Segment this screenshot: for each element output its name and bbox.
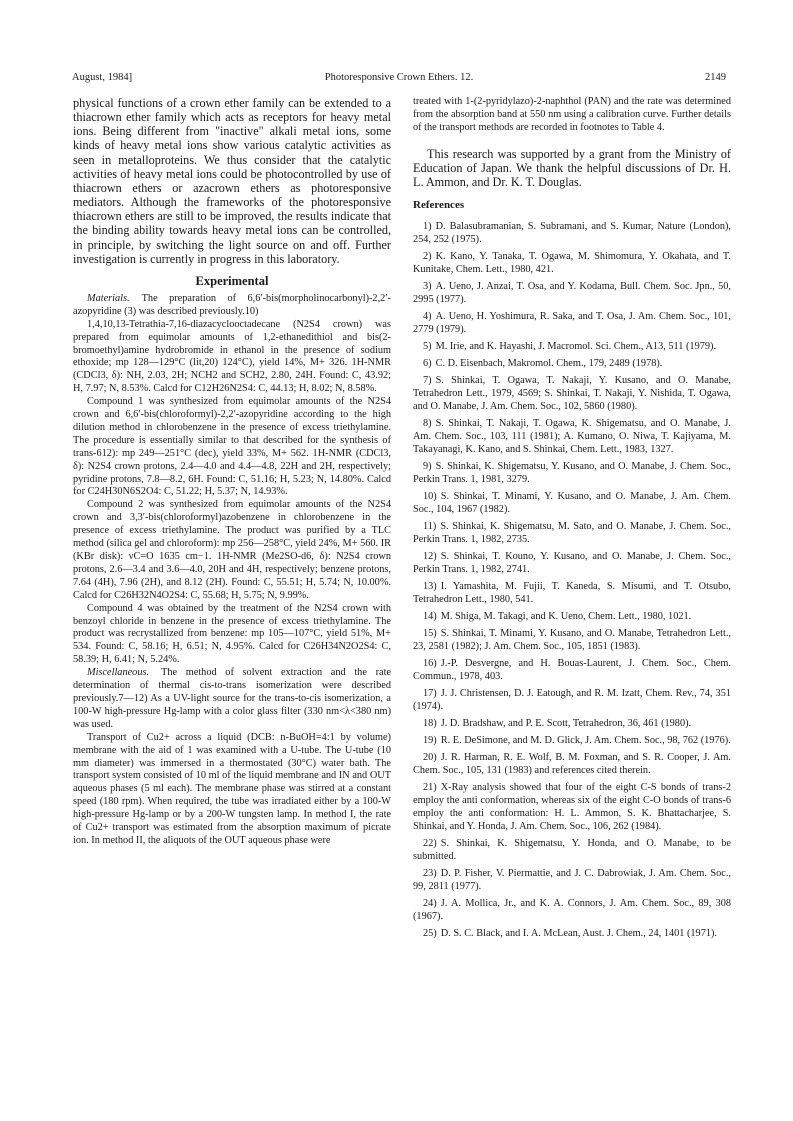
reference-text: C. D. Eisenbach, Makromol. Chem., 179, 2489 (1978). (435, 358, 663, 370)
reference-text: S. Shinkai, K. Shigematsu, Y. Honda, and O. Manabe, to be submitted. (413, 838, 731, 863)
reference-item (413, 491, 731, 517)
reference-number: 12) (423, 551, 437, 563)
reference-item (413, 551, 731, 577)
reference-item (413, 658, 731, 684)
reference-text: J. A. Mollica, Jr., and K. A. Connors, J. Am. Chem. Soc., 89, 308 (1967). (413, 898, 731, 923)
reference-number: 16) (423, 658, 437, 670)
reference-item (413, 375, 731, 414)
running-title: Photoresponsive Crown Ethers. 12. (324, 72, 474, 83)
reference-number: 17) (423, 688, 437, 700)
reference-number: 20) (423, 752, 437, 764)
reference-text: K. Kano, Y. Tanaka, T. Ogawa, M. Shimomura, Y. Okahata, and T. Kunitake, Chem. Lett., 1980, 421. (413, 251, 731, 276)
issue-date: August, 1984] (72, 72, 133, 83)
reference-number: 25) (423, 928, 437, 940)
reference-number: 11) (423, 521, 437, 533)
reference-item (413, 868, 731, 894)
reference-text: D. Balasubramanian, S. Subramani, and S. Kumar, Nature (London), 254, 252 (1975). (413, 221, 731, 246)
reference-item (413, 581, 731, 607)
reference-item (413, 461, 731, 487)
reference-text: R. E. DeSimone, and M. D. Glick, J. Am. Chem. Soc., 98, 762 (1976). (440, 735, 731, 747)
reference-text: S. Shinkai, T. Kouno, Y. Kusano, and O. Manabe, J. Chem. Soc., Perkin Trans. 1, 1982, 2741. (413, 551, 731, 576)
running-head (72, 71, 726, 85)
reference-text: A. Ueno, J. Anzai, T. Osa, and Y. Kodama, Bull. Chem. Soc. Jpn., 50, 2995 (1977). (413, 281, 731, 306)
reference-item (413, 782, 731, 834)
compound-2-paragraph: Compound 2 was synthesized from equimolar amounts of the N2S4 crown and 3,3′-bis(chloroformyl)azobenzene in chlorobenzene in the presence of excess triethylamine. The product was purified by a TLC method (silica gel and chloroform): mp 256—258°C, yield 24%, M+ 560. IR (KBr disk): νC=O 1635 cm−1. 1H-NMR (Me2SO-d6, δ): N2S4 crown protons, 2.6—3.4 and 3.6—4.0, 20H and 4H, respectively; benzene protons, 7.64 (4H), 7.96 (2H), and 8.12 (2H). Found: C, 55.51; H, 5.74; N, 10.00%. Calcd for C26H32N4O2S4: C, 55.68; H, 5.75; N, 9.99%. (73, 499, 391, 601)
reference-item (413, 418, 731, 457)
reference-number: 9) (423, 461, 432, 473)
materials-label: Materials. (87, 292, 130, 304)
reference-text: S. Shinkai, T. Ogawa, T. Nakaji, Y. Kusano, and O. Manabe, Tetrahedron Lett., 1979, 4569; S. Shinkai, T. Nakaji, Y. Nishida, T. Ogawa, and O. Manabe, J. Am. Chem. Soc., 102, 5860 (1980). (413, 375, 731, 413)
reference-text: J. R. Harman, R. E. Wolf, B. M. Foxman, and S. R. Cooper, J. Am. Chem. Soc., 105, 131 (1983) and references cited therein. (413, 752, 731, 777)
reference-number: 10) (423, 491, 437, 503)
reference-item (413, 735, 731, 748)
reference-number: 2) (423, 251, 432, 263)
reference-text: A. Ueno, H. Yoshimura, R. Saka, and T. Osa, J. Am. Chem. Soc., 101, 2779 (1979). (413, 311, 731, 336)
reference-number: 21) (423, 782, 437, 794)
reference-number: 1) (423, 221, 432, 233)
reference-text: S. Shinkai, T. Minami, Y. Kusano, and O. Manabe, Tetrahedron Lett., 23, 2581 (1982); J. Am. Chem. Soc., 105, 1851 (1983). (413, 628, 731, 653)
reference-item (413, 311, 731, 337)
reference-list (413, 221, 731, 941)
reference-text: S. Shinkai, K. Shigematsu, M. Sato, and O. Manabe, J. Chem. Soc., Perkin Trans. 1, 1982, 2735. (413, 521, 731, 546)
reference-item (413, 358, 731, 371)
reference-item (413, 718, 731, 731)
reference-text: J.-P. Desvergne, and H. Bouas-Laurent, J. Chem. Soc., Chem. Commun., 1978, 403. (413, 658, 731, 683)
right-column (413, 96, 731, 945)
reference-item (413, 221, 731, 247)
reference-number: 7) (423, 375, 432, 387)
materials-paragraph (73, 293, 391, 319)
acknowledgment-paragraph: This research was supported by a grant from the Ministry of Education of Japan. We thank the helpful discussions of Dr. H. L. Ammon, and Dr. K. T. Douglas. (413, 146, 731, 190)
reference-text: X-Ray analysis showed that four of the eight C-S bonds of trans-2 employ the anti conformation, whereas six of the eight C-O bonds of trans-6 employ the anti conformation: H. L. Ammon, S. K. Bhattacharjee, S. Shinkai, and Y. Honda, J. Am. Chem. Soc., 106, 262 (1984). (413, 782, 731, 833)
page-number: 2149 (705, 72, 726, 83)
reference-item (413, 898, 731, 924)
section-title-experimental: Experimental (195, 273, 269, 288)
miscellaneous-label: Miscellaneous. (87, 667, 150, 679)
reference-text: I. Yamashita, M. Fujii, T. Kaneda, S. Misumi, and T. Otsubo, Tetrahedron Lett., 1980, 541. (413, 581, 731, 606)
transport-paragraph: Transport of Cu2+ across a liquid (DCB: n-BuOH=4:1 by volume) membrane with the aid of 1 was examined with a U-tube. The U-tube (10 mm diameter) was immersed in a thermostated (30°C) water bath. The transport system consisted of 10 ml of the liquid membrane and IN and OUT aqueous phases (5 ml each). The membrane phase was stirred at a constant speed (180 rpm). When required, the tube was irradiated either by a 100-W high-pressure Hg-lamp or by a 200-W tungsten lamp. In method I, the rate of Cu2+ transport was estimated from the absorption maximum of picrate ion. In method II, the aliquots of the OUT aqueous phase were (73, 731, 391, 846)
reference-number: 14) (423, 611, 437, 623)
reference-number: 15) (423, 628, 437, 640)
compound-4-paragraph: Compound 4 was obtained by the treatment of the N2S4 crown with benzoyl chloride in benzene in the presence of excess triethylamine. The product was recrystallized from benzene: mp 105—107°C, yield 51%, M+ 534. Found: C, 58.16; H, 6.51; N, 4.95%. Calcd for C26H34N2O2S4: C, 58.39; H, 6.41; N, 5.24%. (73, 602, 391, 666)
reference-number: 3) (423, 281, 432, 293)
reference-item (413, 688, 731, 714)
reference-item (413, 251, 731, 277)
reference-item (413, 611, 731, 624)
reference-text: S. Shinkai, T. Minami, Y. Kusano, and O. Manabe, J. Am. Chem. Soc., 104, 1967 (1982). (413, 491, 731, 516)
reference-number: 13) (423, 581, 437, 593)
reference-item (413, 752, 731, 778)
reference-text: S. Shinkai, K. Shigematsu, Y. Kusano, and O. Manabe, J. Chem. Soc., Perkin Trans. 1, 1981, 3279. (413, 461, 731, 486)
n2s4-crown-paragraph: 1,4,10,13-Tetrathia-7,16-diazacyclooctadecane (N2S4 crown) was prepared from equimolar amounts of 1,2-ethanedithiol and bis(2-bromoethyl)amine hydrobromide in ethanol in the presence of sodium ethoxide; mp 128—129°C (lit,20) 124°C), yield 14%, M+ 326. 1H-NMR (CDCl3, δ): NH, 2.03, 2H; NCH2 and SCH2, 2.80, 24H. Found: C, 43.92; H, 7.97; N, 8.53%. Calcd for C12H26N2S4: C, 44.13; H, 8.02; N, 8.58%. (73, 318, 391, 395)
reference-item (413, 928, 731, 941)
reference-number: 4) (423, 311, 432, 323)
intro-paragraph: physical functions of a crown ether family can be extended to a thiacrown ether family which acts as receptors for heavy metal ions. Being different from "inactive" alkali metal ions, some kinds of heavy metal ions show various catalytic activities as seen in metalloproteins. We thus consider that the catalytic activities of heavy metal ions could be photocontrolled by use of thiacrown ethers or azacrown ethers as photoresponsive mediators. Although the frameworks of the photoresponsive thiacrown ethers are still to be improved, the results indicate that the binding ability towards heavy metal ions can be controlled, in principle, by switching the light source on and off. Further investigation is currently in progress in this laboratory. (73, 96, 391, 266)
reference-number: 24) (423, 898, 437, 910)
miscellaneous-text: The method of solvent extraction and the rate determination of thermal cis-to-trans isomerization were described previously.7—12) As a UV-light source for the trans-to-cis isomerization, a 100-W high-pressure Hg-lamp with a color glass filter (330 nm<λ<380 nm) was used. (73, 667, 391, 730)
reference-number: 23) (423, 868, 437, 880)
continuation-paragraph: treated with 1-(2-pyridylazo)-2-naphthol (PAN) and the rate was determined from the absorption band at 550 nm using a calibration curve. Further details of the transport methods are recorded in footnotes to Table 4. (413, 96, 731, 133)
materials-text: The preparation of 6,6′-bis(morpholinocarbonyl)-2,2′-azopyridine (3) was described previously.10) (73, 292, 391, 317)
reference-item (413, 341, 731, 354)
reference-number: 18) (423, 718, 437, 730)
miscellaneous-paragraph (73, 667, 391, 732)
reference-number: 6) (423, 358, 432, 370)
reference-number: 8) (423, 418, 432, 430)
references-title: References (413, 199, 465, 212)
reference-number: 5) (423, 341, 432, 353)
reference-text: S. Shinkai, T. Nakaji, T. Ogawa, K. Shigematsu, and O. Manabe, J. Am. Chem. Soc., 103, 111 (1981); A. Kumano, O. Niwa, T. Kajiyama, M. Takayanagi, K. Kano, and S. Shinkai, Chem. Lett., 1983, 1327. (413, 418, 731, 456)
compound-1-paragraph: Compound 1 was synthesized from equimolar amounts of the N2S4 crown and 6,6′-bis(chloroformyl)-2,2′-azopyridine according to the high dilution method in chlorobenzene in the presence of excess triethylamine. The procedure is essentially similar to that described for the synthesis of trans-612): mp 249—251°C (dec), yield 33%, M+ 562. 1H-NMR (CDCl3, δ): N2S4 crown protons, 2.4—4.0 and 4.4—4.8, 22H and 2H, respectively; pyridine protons, 7.8—8.2, 6H. Found: C, 51.16; H, 5.23; N, 14.80%. Calcd for C24H30N6S2O4: C, 51.22; H, 5.37; N, 14.93%. (73, 396, 391, 498)
reference-text: D. S. C. Black, and I. A. McLean, Aust. J. Chem., 24, 1401 (1971). (440, 928, 718, 940)
reference-text: J. D. Bradshaw, and P. E. Scott, Tetrahedron, 36, 461 (1980). (440, 718, 692, 730)
left-column (73, 96, 391, 848)
reference-text: D. P. Fisher, V. Piermattie, and J. C. Dabrowiak, J. Am. Chem. Soc., 99, 2811 (1977). (413, 868, 731, 893)
reference-item (413, 628, 731, 654)
reference-item (413, 521, 731, 547)
reference-item (413, 838, 731, 864)
reference-text: M. Shiga, M. Takagi, and K. Ueno, Chem. Lett., 1980, 1021. (440, 611, 692, 623)
reference-number: 19) (423, 735, 437, 747)
reference-number: 22) (423, 838, 437, 850)
reference-text: J. J. Christensen, D. J. Eatough, and R. M. Izatt, Chem. Rev., 74, 351 (1974). (413, 688, 731, 713)
reference-item (413, 281, 731, 307)
reference-text: M. Irie, and K. Hayashi, J. Macromol. Sci. Chem., A13, 511 (1979). (435, 341, 717, 353)
